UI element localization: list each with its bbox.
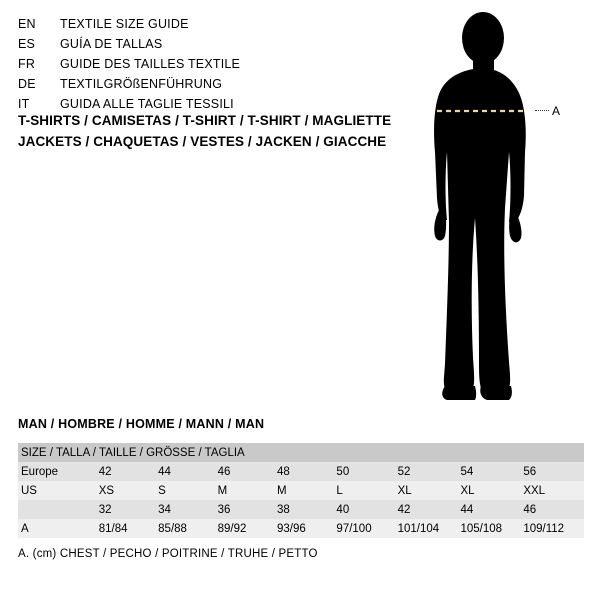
language-code: FR: [18, 57, 36, 71]
cell: XL: [396, 481, 459, 500]
table-row: [18, 519, 584, 538]
cell: 38: [275, 500, 334, 519]
table-row: [18, 481, 584, 500]
language-row: [18, 34, 378, 54]
language-row: [18, 14, 378, 34]
row-label: [18, 500, 97, 519]
cell: 40: [334, 500, 395, 519]
cell: 44: [156, 462, 215, 481]
table-row: [18, 500, 584, 519]
cell: 105/108: [458, 519, 521, 538]
language-code: EN: [18, 17, 36, 31]
cell: 32: [97, 500, 156, 519]
category-tshirts: T-SHIRTS / CAMISETAS / T-SHIRT / T-SHIRT / MAGLIETTE: [18, 113, 392, 128]
cell: 46: [521, 500, 584, 519]
cell: 34: [156, 500, 215, 519]
language-text: TEXTILE SIZE GUIDE: [60, 17, 189, 31]
cell: 36: [216, 500, 275, 519]
size-table: [18, 443, 584, 538]
footnote: A. (cm) CHEST / PECHO / POITRINE / TRUHE / PETTO: [18, 548, 318, 560]
cell: 52: [396, 462, 459, 481]
cell: XL: [458, 481, 521, 500]
measure-label-a: A: [552, 104, 561, 118]
row-label: A: [18, 519, 97, 538]
language-code: IT: [18, 97, 30, 111]
language-text: TEXTILGRÖßENFÜHRUNG: [60, 77, 223, 91]
cell: L: [334, 481, 395, 500]
body-figure: [405, 12, 600, 402]
cell: M: [275, 481, 334, 500]
table-row: [18, 462, 584, 481]
language-list: [18, 14, 378, 114]
cell: XXL: [521, 481, 584, 500]
cell: 56: [521, 462, 584, 481]
table-header-row: [18, 443, 584, 462]
cell: 44: [458, 500, 521, 519]
cell: 89/92: [216, 519, 275, 538]
language-row: [18, 54, 378, 74]
language-code: ES: [18, 37, 36, 51]
cell: 54: [458, 462, 521, 481]
category-list: [18, 110, 418, 152]
category-jackets: JACKETS / CHAQUETAS / VESTES / JACKEN / GIACCHE: [18, 134, 387, 149]
cell: 42: [97, 462, 156, 481]
cell: 109/112: [521, 519, 584, 538]
language-text: GUIDE DES TAILLES TEXTILE: [60, 57, 241, 71]
cell: 101/104: [396, 519, 459, 538]
cell: XS: [97, 481, 156, 500]
language-text: GUÍA DE TALLAS: [60, 37, 163, 51]
cell: 50: [334, 462, 395, 481]
row-label: US: [18, 481, 97, 500]
table-section-title: MAN / HOMBRE / HOMME / MANN / MAN: [18, 417, 265, 431]
male-silhouette-icon: [405, 12, 600, 402]
cell: 48: [275, 462, 334, 481]
table-header-label: SIZE / TALLA / TAILLE / GRÖSSE / TAGLIA: [18, 443, 584, 462]
row-label: Europe: [18, 462, 97, 481]
language-code: DE: [18, 77, 36, 91]
cell: 81/84: [97, 519, 156, 538]
cell: 42: [396, 500, 459, 519]
cell: M: [216, 481, 275, 500]
cell: 93/96: [275, 519, 334, 538]
cell: S: [156, 481, 215, 500]
cell: 97/100: [334, 519, 395, 538]
measure-leader-line: [535, 110, 549, 111]
language-text: GUIDA ALLE TAGLIE TESSILI: [60, 97, 234, 111]
cell: 46: [216, 462, 275, 481]
language-row: [18, 74, 378, 94]
cell: 85/88: [156, 519, 215, 538]
